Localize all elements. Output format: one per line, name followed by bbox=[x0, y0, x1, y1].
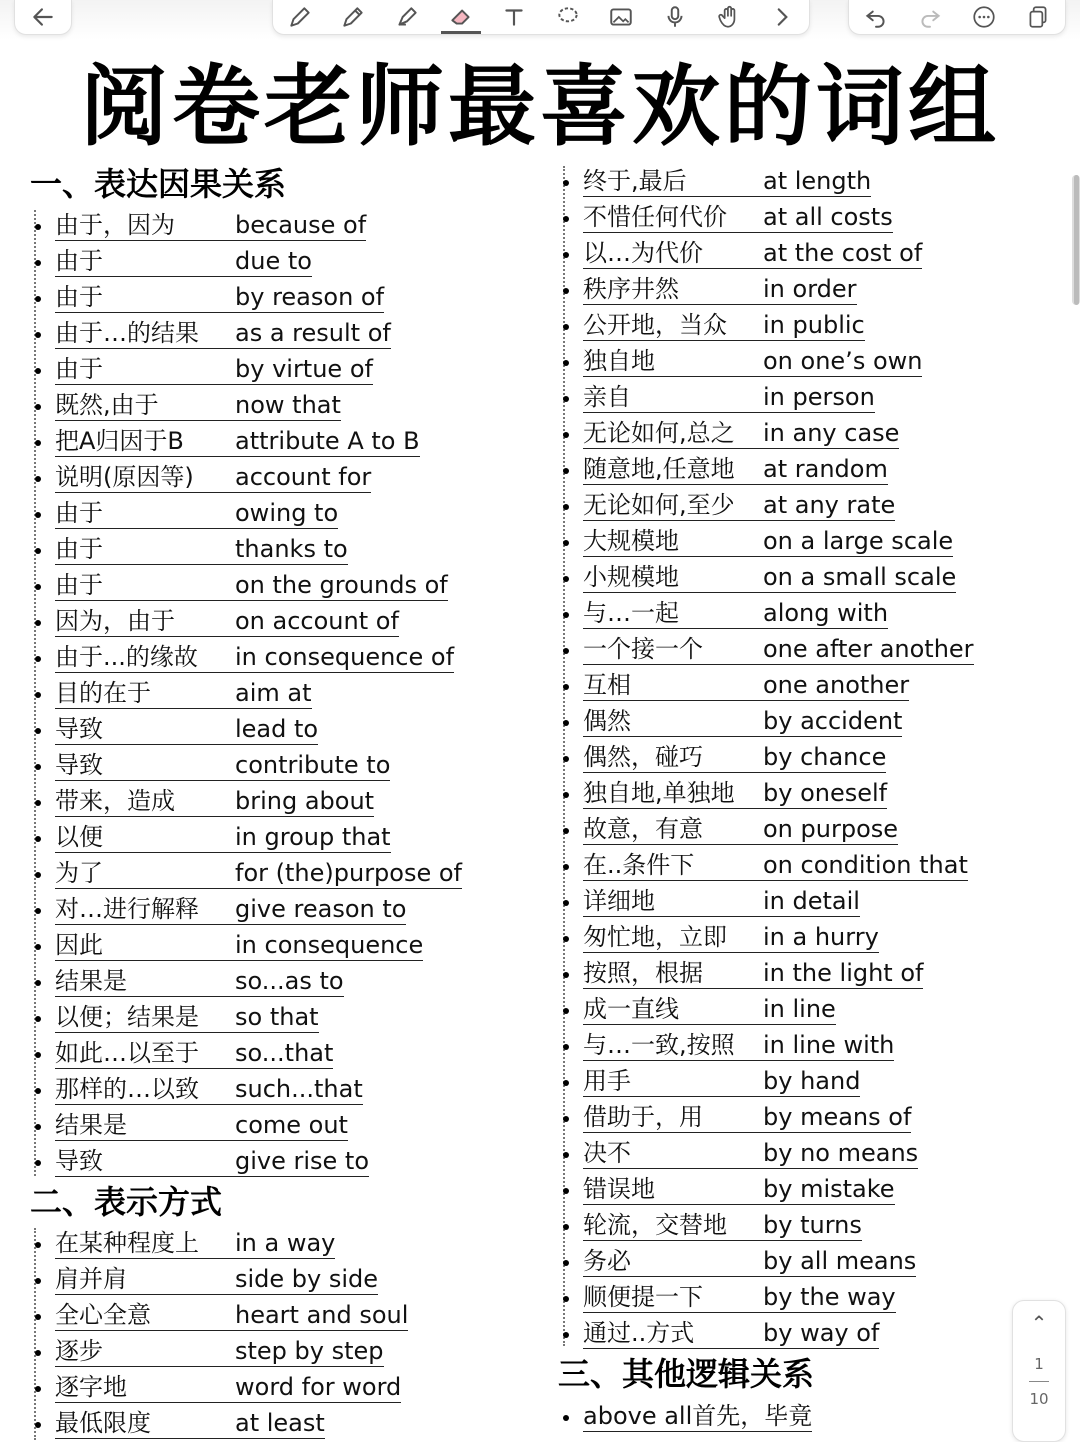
chevron-up-icon[interactable]: ⌃ bbox=[1030, 1311, 1048, 1335]
phrase-row bbox=[583, 631, 974, 667]
phrase-english: one after another bbox=[763, 635, 974, 663]
phrase-chinese: 既然,由于 bbox=[55, 390, 235, 421]
phrase-chinese: 无论如何,总之 bbox=[583, 418, 763, 449]
lasso-icon[interactable] bbox=[548, 2, 588, 32]
phrase-chinese: 由于…的结果 bbox=[55, 318, 235, 349]
phrase-english: heart and soul bbox=[235, 1301, 409, 1329]
phrase-english: account for bbox=[235, 463, 372, 491]
phrase-english: at random bbox=[763, 455, 888, 483]
phrase-chinese: 顺便提一下 bbox=[583, 1282, 763, 1313]
phrase-english: by oneself bbox=[763, 779, 888, 807]
page-divider bbox=[1029, 1381, 1049, 1382]
hand-icon[interactable] bbox=[709, 2, 749, 32]
phrase-english: such...that bbox=[235, 1075, 363, 1103]
undo-icon[interactable] bbox=[856, 2, 896, 32]
phrase-chinese: 通过..方式 bbox=[583, 1318, 763, 1349]
phrase-chinese: 务必 bbox=[583, 1246, 763, 1277]
phrase-chinese: 终于,最后 bbox=[583, 166, 763, 197]
cause-effect-list bbox=[55, 207, 462, 1179]
phrase-row bbox=[55, 675, 462, 711]
phrase-english: so...that bbox=[235, 1039, 334, 1067]
phrase-row bbox=[583, 811, 974, 847]
phrase-chinese: 以便 bbox=[55, 822, 235, 853]
phrase-chinese: 匆忙地，立即 bbox=[583, 922, 763, 953]
phrase-english: on a small scale bbox=[763, 563, 957, 591]
back-arrow-icon[interactable] bbox=[15, 2, 71, 32]
phrase-row bbox=[583, 379, 974, 415]
total-pages: 10 bbox=[1029, 1390, 1049, 1408]
phrase-row bbox=[55, 279, 462, 315]
phrase-row bbox=[55, 1107, 462, 1143]
phrase-english: on the grounds of bbox=[235, 571, 448, 599]
phrase-english: for (the)purpose of bbox=[235, 859, 463, 887]
microphone-icon[interactable] bbox=[655, 2, 695, 32]
phrase-english: as a result of bbox=[235, 319, 391, 347]
phrase-row bbox=[583, 1243, 974, 1279]
phrase-chinese: 详细地 bbox=[583, 886, 763, 917]
phrase-chinese: 借助于，用 bbox=[583, 1102, 763, 1133]
phrase-row bbox=[55, 639, 462, 675]
phrase-english: by means of bbox=[763, 1103, 912, 1131]
phrase-chinese: 不惜任何代价 bbox=[583, 202, 763, 233]
phrase-row bbox=[583, 1027, 974, 1063]
phrase-chinese: above all首先，毕竟 bbox=[583, 1402, 813, 1430]
phrase-english: on condition that bbox=[763, 851, 968, 879]
phrase-chinese: 以便；结果是 bbox=[55, 1002, 235, 1033]
phrase-english: side by side bbox=[235, 1265, 379, 1293]
phrase-english: one another bbox=[763, 671, 910, 699]
chevron-right-icon[interactable] bbox=[762, 2, 802, 32]
phrase-row bbox=[55, 243, 462, 279]
phrase-chinese: 为了 bbox=[55, 858, 235, 889]
phrase-english: in public bbox=[763, 311, 865, 339]
phrase-chinese: 说明(原因等) bbox=[55, 462, 235, 493]
phrase-english: in group that bbox=[235, 823, 391, 851]
phrase-chinese: 用手 bbox=[583, 1066, 763, 1097]
phrase-row bbox=[583, 1135, 974, 1171]
phrase-english: by accident bbox=[763, 707, 903, 735]
actions-toolbar bbox=[848, 0, 1066, 35]
phrase-chinese: 带来，造成 bbox=[55, 786, 235, 817]
phrase-english: attribute A to B bbox=[235, 427, 420, 455]
phrase-row bbox=[583, 523, 974, 559]
phrase-english: in detail bbox=[763, 887, 860, 915]
phrase-english: in line bbox=[763, 995, 836, 1023]
phrase-english: in line with bbox=[763, 1031, 895, 1059]
phrase-english: on a large scale bbox=[763, 527, 954, 555]
phrase-row bbox=[583, 1315, 974, 1351]
phrase-english: by hand bbox=[763, 1067, 861, 1095]
phrase-chinese: 与…一起 bbox=[583, 598, 763, 629]
phrase-row bbox=[583, 847, 974, 883]
phrase-chinese: 按照，根据 bbox=[583, 958, 763, 989]
phrase-english: in a way bbox=[235, 1229, 336, 1257]
phrase-row bbox=[55, 1369, 408, 1405]
phrase-row bbox=[55, 1035, 462, 1071]
phrase-chinese: 偶然 bbox=[583, 706, 763, 737]
pen-icon[interactable] bbox=[280, 2, 320, 32]
phrase-chinese: 以…为代价 bbox=[583, 238, 763, 269]
phrase-chinese: 亲自 bbox=[583, 382, 763, 413]
phrase-row bbox=[55, 819, 462, 855]
phrase-english: give rise to bbox=[235, 1147, 370, 1175]
section2-guide-line bbox=[34, 1228, 36, 1440]
phrase-chinese: 错误地 bbox=[583, 1174, 763, 1205]
phrase-row bbox=[583, 775, 974, 811]
phrase-row bbox=[583, 739, 974, 775]
pencil-icon[interactable] bbox=[333, 2, 373, 32]
phrase-row bbox=[583, 307, 974, 343]
phrase-chinese: 结果是 bbox=[55, 966, 235, 997]
phrase-english: owing to bbox=[235, 499, 339, 527]
phrase-english: so that bbox=[235, 1003, 319, 1031]
phrase-chinese: 对…进行解释 bbox=[55, 894, 235, 925]
phrase-chinese: 成一直线 bbox=[583, 994, 763, 1025]
page-title: 阅卷老师最喜欢的词组 bbox=[79, 55, 1000, 158]
phrase-row bbox=[55, 711, 462, 747]
phrase-english: contribute to bbox=[235, 751, 391, 779]
phrase-english: in order bbox=[763, 275, 857, 303]
phrase-chinese: 互相 bbox=[583, 670, 763, 701]
phrase-row bbox=[583, 415, 974, 451]
phrase-row bbox=[55, 603, 462, 639]
current-page: 1 bbox=[1034, 1355, 1044, 1373]
phrase-row bbox=[55, 567, 462, 603]
phrase-english: by all means bbox=[763, 1247, 917, 1275]
phrase-chinese: 如此…以至于 bbox=[55, 1038, 235, 1069]
section-heading-manner: 二、表示方式 bbox=[30, 1183, 223, 1221]
phrase-english: at the cost of bbox=[763, 239, 923, 267]
phrase-row bbox=[55, 747, 462, 783]
phrase-english: step by step bbox=[235, 1337, 384, 1365]
phrase-row bbox=[583, 1279, 974, 1315]
phrase-row bbox=[583, 199, 974, 235]
phrase-chinese: 逐步 bbox=[55, 1336, 235, 1367]
phrase-chinese: 全心全意 bbox=[55, 1300, 235, 1331]
phrase-row bbox=[583, 919, 974, 955]
phrase-row bbox=[583, 451, 974, 487]
phrase-chinese: 小规模地 bbox=[583, 562, 763, 593]
phrase-row bbox=[583, 559, 974, 595]
phrase-chinese: 结果是 bbox=[55, 1110, 235, 1141]
phrase-chinese: 因为，由于 bbox=[55, 606, 235, 637]
marker-icon[interactable] bbox=[387, 2, 427, 32]
phrase-row bbox=[583, 163, 974, 199]
back-toolbar bbox=[14, 0, 72, 35]
phrase-row bbox=[55, 531, 462, 567]
phrase-chinese: 决不 bbox=[583, 1138, 763, 1169]
phrase-english: at least bbox=[235, 1409, 325, 1437]
phrase-chinese: 因此 bbox=[55, 930, 235, 961]
phrase-row bbox=[583, 703, 974, 739]
phrase-row bbox=[55, 387, 462, 423]
phrase-chinese: 轮流，交替地 bbox=[583, 1210, 763, 1241]
drawing-toolbar bbox=[272, 0, 810, 35]
right-phrase-list bbox=[583, 163, 974, 1351]
phrase-chinese: 由于 bbox=[55, 246, 235, 277]
phrase-row bbox=[583, 487, 974, 523]
scrollbar[interactable] bbox=[1072, 175, 1080, 305]
phrase-chinese: 与…一致,按照 bbox=[583, 1030, 763, 1061]
phrase-english: bring about bbox=[235, 787, 375, 815]
phrase-english: on one’s own bbox=[763, 347, 923, 375]
phrase-row bbox=[55, 1071, 462, 1107]
phrase-chinese: 由于 bbox=[55, 498, 235, 529]
phrase-chinese: 由于 bbox=[55, 570, 235, 601]
phrase-english: along with bbox=[763, 599, 889, 627]
phrase-row bbox=[583, 1398, 812, 1434]
phrase-chinese: 随意地,任意地 bbox=[583, 454, 763, 485]
phrase-english: thanks to bbox=[235, 535, 348, 563]
phrase-row bbox=[55, 1143, 462, 1179]
phrase-row bbox=[583, 1099, 974, 1135]
phrase-row bbox=[55, 1225, 408, 1261]
phrase-english: word for word bbox=[235, 1373, 402, 1401]
phrase-english: at all costs bbox=[763, 203, 893, 231]
phrase-row bbox=[55, 1405, 408, 1441]
phrase-english: in person bbox=[763, 383, 875, 411]
text-tool-icon[interactable] bbox=[494, 2, 534, 32]
phrase-english: come out bbox=[235, 1111, 348, 1139]
phrase-chinese: 导致 bbox=[55, 714, 235, 745]
phrase-english: by virtue of bbox=[235, 355, 373, 383]
pages-icon[interactable] bbox=[1018, 2, 1058, 32]
section-heading-other-logic: 三、其他逻辑关系 bbox=[558, 1355, 815, 1393]
phrase-row bbox=[55, 1297, 408, 1333]
phrase-chinese: 由于 bbox=[55, 282, 235, 313]
phrase-english: because of bbox=[235, 211, 367, 239]
phrase-english: by the way bbox=[763, 1283, 896, 1311]
phrase-chinese: 最低限度 bbox=[55, 1408, 235, 1439]
phrase-english: aim at bbox=[235, 679, 312, 707]
phrase-row bbox=[55, 351, 462, 387]
phrase-row bbox=[55, 855, 462, 891]
phrase-row bbox=[55, 495, 462, 531]
phrase-row bbox=[55, 1261, 408, 1297]
phrase-row bbox=[583, 1171, 974, 1207]
phrase-row bbox=[55, 927, 462, 963]
phrase-row bbox=[583, 595, 974, 631]
page-navigator bbox=[1012, 1300, 1066, 1442]
phrase-chinese: 由于 bbox=[55, 354, 235, 385]
phrase-english: in consequence of bbox=[235, 643, 455, 671]
phrase-english: now that bbox=[235, 391, 341, 419]
phrase-row bbox=[55, 207, 462, 243]
phrase-row bbox=[55, 459, 462, 495]
phrase-row bbox=[55, 963, 462, 999]
phrase-chinese: 由于 bbox=[55, 534, 235, 565]
phrase-chinese: 故意，有意 bbox=[583, 814, 763, 845]
phrase-chinese: 独自地 bbox=[583, 346, 763, 377]
phrase-chinese: 肩并肩 bbox=[55, 1264, 235, 1295]
more-icon[interactable] bbox=[964, 2, 1004, 32]
phrase-row bbox=[55, 999, 462, 1035]
phrase-row bbox=[583, 991, 974, 1027]
eraser-icon[interactable] bbox=[441, 1, 481, 34]
phrase-row bbox=[55, 783, 462, 819]
phrase-row bbox=[583, 1207, 974, 1243]
phrase-row bbox=[583, 343, 974, 379]
phrase-chinese: 目的在于 bbox=[55, 678, 235, 709]
phrase-english: by chance bbox=[763, 743, 887, 771]
other-logic-list bbox=[583, 1398, 812, 1434]
phrase-chinese: 那样的…以致 bbox=[55, 1074, 235, 1105]
phrase-chinese: 大规模地 bbox=[583, 526, 763, 557]
phrase-chinese: 在..条件下 bbox=[583, 850, 763, 881]
phrase-english: on account of bbox=[235, 607, 399, 635]
phrase-chinese: 把A归因于B bbox=[55, 426, 235, 457]
phrase-row bbox=[55, 1333, 408, 1369]
image-icon[interactable] bbox=[601, 2, 641, 32]
phrase-chinese: 偶然，碰巧 bbox=[583, 742, 763, 773]
phrase-row bbox=[55, 423, 462, 459]
phrase-row bbox=[583, 955, 974, 991]
phrase-chinese: 导致 bbox=[55, 1146, 235, 1177]
phrase-english: so...as to bbox=[235, 967, 344, 995]
phrase-english: by reason of bbox=[235, 283, 385, 311]
phrase-row bbox=[583, 235, 974, 271]
phrase-chinese: 独自地,单独地 bbox=[583, 778, 763, 809]
phrase-chinese: 在某种程度上 bbox=[55, 1228, 235, 1259]
phrase-english: in consequence bbox=[235, 931, 424, 959]
manner-list bbox=[55, 1225, 408, 1441]
phrase-chinese: 由于，因为 bbox=[55, 210, 235, 241]
phrase-row bbox=[583, 1063, 974, 1099]
phrase-english: at any rate bbox=[763, 491, 896, 519]
phrase-english: in any case bbox=[763, 419, 900, 447]
phrase-english: in a hurry bbox=[763, 923, 879, 951]
phrase-english: in the light of bbox=[763, 959, 924, 987]
section-heading-cause-effect: 一、表达因果关系 bbox=[30, 165, 287, 203]
phrase-row bbox=[583, 883, 974, 919]
phrase-english: at length bbox=[763, 167, 872, 195]
phrase-row bbox=[55, 891, 462, 927]
phrase-english: due to bbox=[235, 247, 312, 275]
phrase-english: on purpose bbox=[763, 815, 899, 843]
phrase-chinese: 秩序井然 bbox=[583, 274, 763, 305]
phrase-row bbox=[583, 271, 974, 307]
phrase-english: give reason to bbox=[235, 895, 407, 923]
phrase-chinese: 无论如何,至少 bbox=[583, 490, 763, 521]
phrase-english: by mistake bbox=[763, 1175, 895, 1203]
phrase-english: lead to bbox=[235, 715, 319, 743]
phrase-chinese: 公开地，当众 bbox=[583, 310, 763, 341]
phrase-english: by turns bbox=[763, 1211, 862, 1239]
redo-icon[interactable] bbox=[910, 2, 950, 32]
phrase-chinese: 由于...的缘故 bbox=[55, 642, 235, 673]
phrase-row bbox=[583, 667, 974, 703]
phrase-chinese: 导致 bbox=[55, 750, 235, 781]
phrase-chinese: 一个接一个 bbox=[583, 634, 763, 665]
phrase-english: by no means bbox=[763, 1139, 919, 1167]
phrase-english: by way of bbox=[763, 1319, 880, 1347]
phrase-row bbox=[55, 315, 462, 351]
phrase-chinese: 逐字地 bbox=[55, 1372, 235, 1403]
